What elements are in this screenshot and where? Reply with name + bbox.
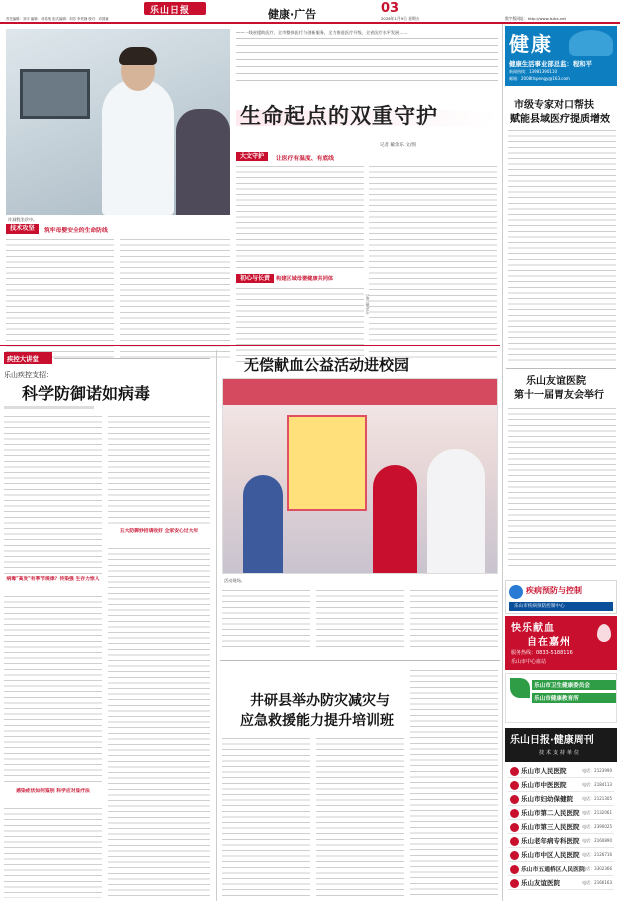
blood-article-photo bbox=[222, 378, 498, 574]
list-item[interactable]: 乐山市第三人民医院 电话：2390025 bbox=[508, 821, 614, 834]
center-divider bbox=[220, 660, 500, 661]
training-col-b bbox=[316, 736, 404, 898]
top-article bbox=[0, 24, 500, 344]
blood-article-title: 无偿献血公益活动进校园 bbox=[244, 356, 410, 374]
hospital-logo-icon bbox=[510, 781, 519, 790]
hospital-logo-icon bbox=[510, 795, 519, 804]
column-byline bbox=[4, 406, 94, 409]
right-divider-1 bbox=[506, 368, 616, 369]
masthead bbox=[0, 0, 620, 22]
doctor-figure bbox=[102, 79, 174, 215]
subhead-1 bbox=[236, 152, 498, 161]
right-news-1-title-l2: 赋能县域医疗提质增效 bbox=[510, 114, 610, 125]
disease-subhead-1: 病毒"高发"有季节规律？传染强 生存力惊人 bbox=[6, 577, 100, 582]
list-item[interactable]: 乐山老年病专科医院 电话：2160890 bbox=[508, 835, 614, 848]
health-commission-line2: 乐山市健康教育所 bbox=[534, 696, 579, 702]
left-column-divider bbox=[216, 350, 217, 901]
disease-subhead-inner: 五大防御妙招请收好 全家安心过大年 bbox=[119, 529, 199, 534]
weekly-header bbox=[505, 728, 617, 762]
hospital-logo-icon bbox=[510, 809, 519, 818]
list-item[interactable]: 乐山市妇幼保健院 电话：2121305 bbox=[508, 793, 614, 806]
issue-date: 2026年1月9日 星期五 bbox=[381, 16, 420, 21]
logo-text: 乐山日报 bbox=[150, 6, 191, 16]
column-tag: 疾控大讲堂 bbox=[7, 355, 39, 363]
blood-col-b bbox=[316, 588, 404, 650]
disease-col-a2 bbox=[4, 594, 102, 784]
column-title: 科学防御诺如病毒 bbox=[22, 384, 151, 403]
right-news-2-title-l1: 乐山友谊医院 bbox=[526, 376, 586, 387]
training-title-l2: 应急救援能力提升培训班 bbox=[240, 713, 394, 729]
monitor-shape bbox=[20, 69, 90, 119]
weekly-subtitle: 技术支持单位 bbox=[539, 750, 582, 756]
page-number: 03 bbox=[381, 1, 400, 16]
byline: 记者 戴余乐 文/图 bbox=[380, 143, 416, 148]
training-article bbox=[220, 664, 500, 900]
website[interactable]: 数字版网址：http://www.lsrbs.net bbox=[505, 16, 567, 21]
lead-paragraph bbox=[236, 29, 498, 87]
vertical-side-label: 记者 戴余乐 bbox=[366, 294, 371, 315]
training-col-a bbox=[222, 736, 310, 898]
headline: 生命起点的双重守护 bbox=[240, 103, 438, 128]
banner-shape bbox=[223, 379, 498, 405]
right-news-1-body bbox=[508, 128, 616, 362]
subhead-2-text: 构建区域母婴健康共同体 bbox=[276, 276, 334, 282]
weekly-title: 乐山日报·健康周刊 bbox=[510, 735, 594, 746]
list-item[interactable]: 乐山市中区人民医院 电话：2126716 bbox=[508, 849, 614, 862]
blood-ad-title2: 自在嘉州 bbox=[527, 637, 571, 648]
right-news-2-title-l2: 第十一届胃友会举行 bbox=[514, 390, 604, 401]
column-tag-rule bbox=[54, 358, 210, 359]
health-commission-line1: 乐山市卫生健康委员会 bbox=[534, 683, 590, 689]
disease-column bbox=[0, 348, 214, 901]
right-news-2 bbox=[506, 372, 616, 572]
tech-section-tag: 技术攻坚 bbox=[6, 224, 39, 234]
disease-col-a3 bbox=[4, 806, 102, 898]
lead-text: ——一线省援助医疗、全市整体医疗与创新服务，全力推进医疗升级，全省医疗水平发展…… bbox=[236, 30, 408, 35]
subhead-2-tag: 初心与长责 bbox=[236, 274, 274, 283]
patient-figure bbox=[176, 109, 230, 215]
right-column-divider bbox=[502, 24, 503, 901]
right-header-title: 健康 bbox=[509, 32, 553, 56]
adult-figure bbox=[427, 449, 485, 574]
lead-body bbox=[236, 36, 498, 81]
blood-article bbox=[220, 350, 500, 650]
list-item[interactable]: 乐山市中医医院 电话：2184113 bbox=[508, 779, 614, 792]
right-news-1-title-l1: 市级专家对口帮扶 bbox=[514, 100, 594, 111]
health-leaf-icon bbox=[510, 678, 530, 698]
hospital-logo-icon bbox=[510, 879, 519, 888]
doctor-photo bbox=[6, 29, 230, 215]
subhead-2 bbox=[236, 274, 366, 283]
disease-col-a bbox=[4, 414, 102, 574]
health-commission-ad[interactable] bbox=[505, 673, 617, 723]
doctor-hair bbox=[119, 47, 157, 65]
hospital-logo-icon bbox=[510, 823, 519, 832]
right-header-subtitle: 健康生活事业部总监：程和平 bbox=[509, 60, 593, 68]
training-title-l1: 井研县举办防灾减灾与 bbox=[250, 693, 390, 709]
list-item[interactable]: 乐山市第二人民医院 电话：2132061 bbox=[508, 807, 614, 820]
training-col-c bbox=[410, 668, 498, 898]
editors-line: 责任编辑：刘平 编辑：邓希苑 组式编辑：刘苏 李昊静 校对：邓国童 bbox=[6, 17, 109, 21]
blood-donation-ad[interactable] bbox=[505, 616, 617, 670]
right-header-email[interactable]: 邮箱：2008tlspengy@163.com bbox=[509, 76, 570, 81]
blood-ad-org: 乐山市中心血站 bbox=[511, 659, 547, 665]
tech-col-a bbox=[6, 237, 114, 359]
body-col-b bbox=[369, 164, 497, 360]
list-item[interactable]: 乐山友谊医院 电话：2166163 bbox=[508, 877, 614, 890]
disease-col-b bbox=[108, 414, 210, 526]
disease-control-title: 疾病预防与控制 bbox=[526, 586, 582, 595]
disease-col-b2 bbox=[108, 546, 210, 898]
subhead-1-text: 让医疗有温度、有底线 bbox=[276, 156, 334, 162]
disease-subhead-3: 感染症状如何鉴别 科学应对显疗法 bbox=[16, 789, 90, 794]
right-news-1 bbox=[506, 96, 616, 366]
subhead-1-tag: 大文守护 bbox=[236, 152, 268, 161]
disease-control-sub: 乐山市疾病预防控制中心 bbox=[514, 604, 565, 609]
body-col-a bbox=[236, 164, 364, 270]
right-header-deco bbox=[569, 30, 613, 56]
list-item[interactable]: 乐山市五通桥区人民医院 电话：3302366 bbox=[508, 863, 614, 876]
poster-shape bbox=[287, 415, 367, 511]
right-header-hotline: 新闻热线：13981390110 bbox=[509, 69, 557, 74]
tech-section-head bbox=[6, 224, 230, 234]
hospital-logo-icon bbox=[510, 837, 519, 846]
right-news-2-body bbox=[508, 406, 616, 566]
hospital-logo-icon bbox=[510, 851, 519, 860]
tech-section-heading: 筑牢母婴安全的生命防线 bbox=[44, 228, 108, 234]
right-header bbox=[505, 26, 617, 86]
section-title: 健康·广告 bbox=[268, 8, 317, 21]
blood-col-c bbox=[410, 588, 498, 650]
hospital-logo-icon bbox=[510, 767, 519, 776]
column-kicker: 乐山疾控支招： bbox=[4, 371, 53, 379]
blood-col-a bbox=[222, 588, 310, 650]
child-figure-1 bbox=[243, 475, 283, 574]
tech-col-b bbox=[120, 237, 230, 359]
divider-top bbox=[0, 345, 500, 346]
headline-band bbox=[236, 94, 498, 140]
hospital-logo-icon bbox=[510, 865, 519, 874]
child-figure-2 bbox=[373, 465, 417, 574]
blood-ad-phone: 服务热线：0833-5188116 bbox=[511, 650, 573, 656]
blood-drop-icon bbox=[597, 624, 611, 642]
blood-photo-caption: 活动现场。 bbox=[224, 578, 245, 583]
photo-caption: 许洞程坐诊中。 bbox=[8, 217, 38, 222]
disease-control-logo-icon bbox=[509, 585, 523, 599]
disease-control-ad[interactable] bbox=[505, 580, 617, 614]
blood-ad-title: 快乐献血 bbox=[511, 623, 555, 634]
list-item[interactable]: 乐山市人民医院 电话：2123990 bbox=[508, 765, 614, 778]
